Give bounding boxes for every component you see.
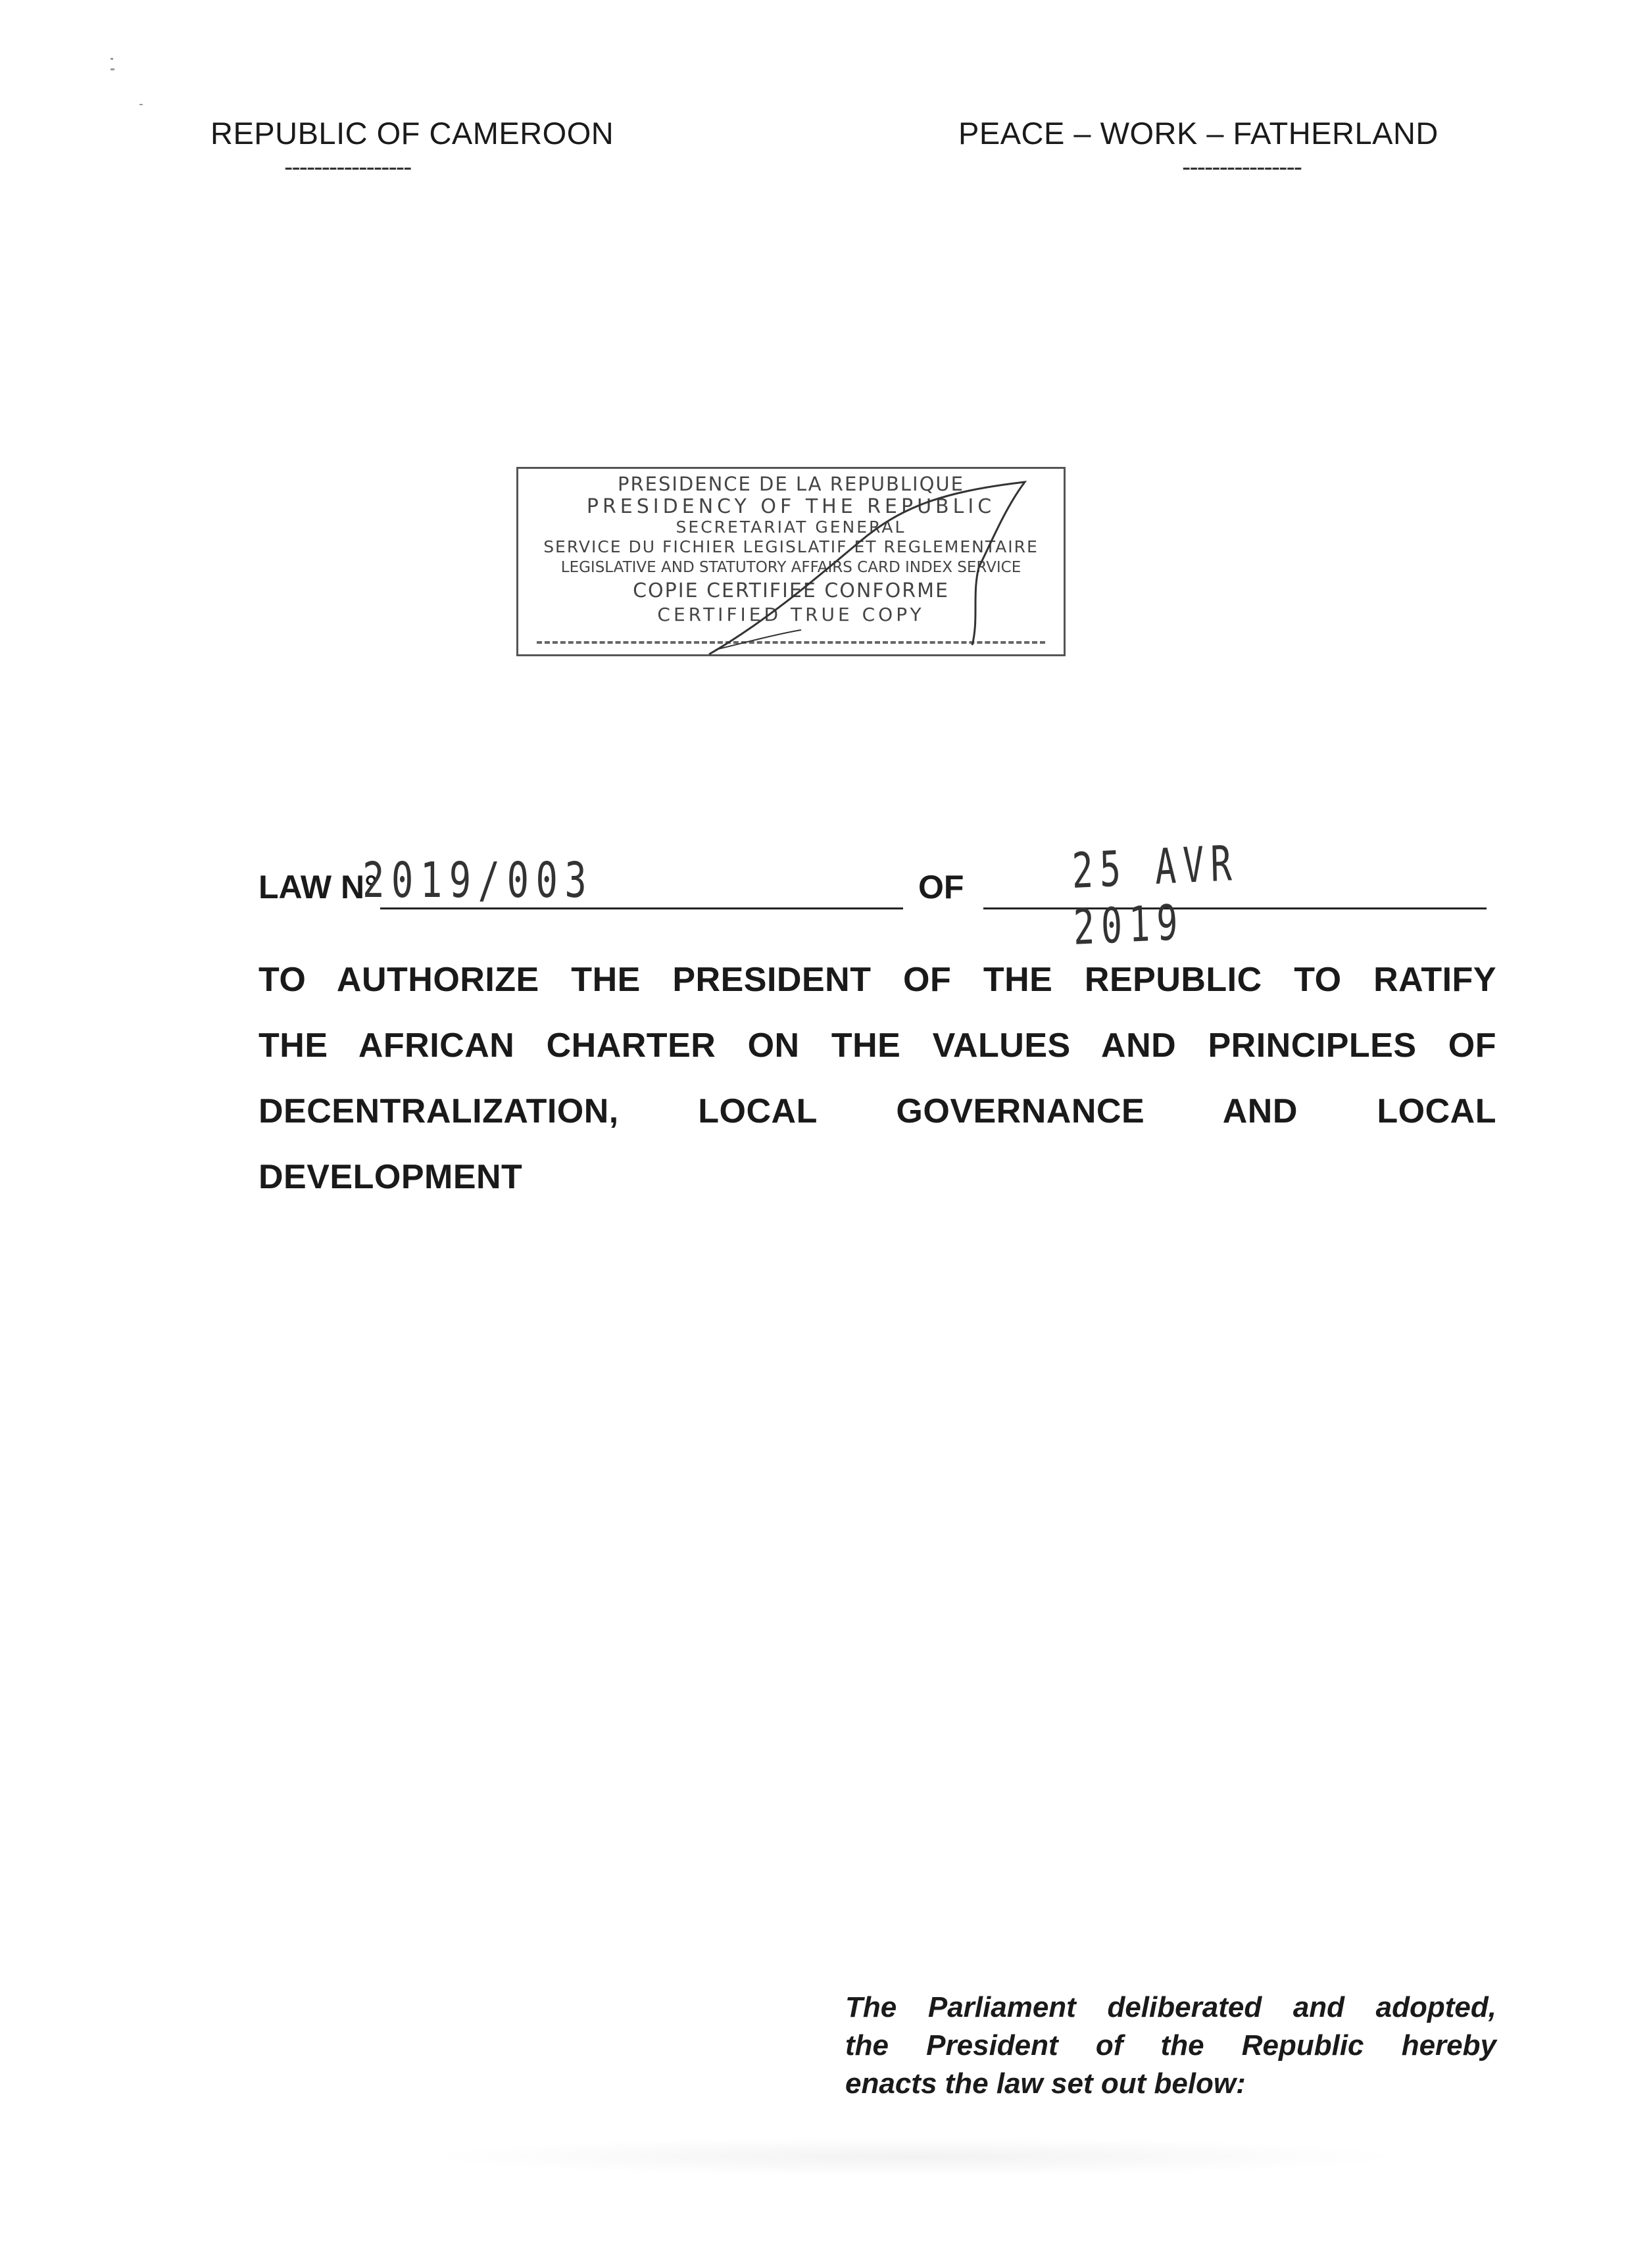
law-date-stamp: 25 AVR 2019 (1071, 834, 1239, 956)
stamp-line: SECRETARIAT GENERAL (676, 518, 906, 537)
header-republic-name: REPUBLIC OF CAMEROON (210, 116, 614, 151)
enactment-formula (845, 1989, 1496, 2103)
enactment-line: The Parliament deliberated and adopted, (845, 1991, 1496, 2023)
law-date-label: OF (918, 869, 964, 905)
stamp-line: SERVICE DU FICHIER LEGISLATIF ET REGLEMENTAIRE (543, 537, 1039, 556)
law-number-label: LAW N° (258, 869, 378, 905)
header-right-divider: ---------------- (1182, 153, 1302, 181)
law-number-value: 2019/003 (362, 852, 594, 909)
title-line: THE AFRICAN CHARTER ON THE VALUES AND PRINCIPLES OF (258, 1026, 1496, 1065)
stamp-line: PRESIDENCY OF THE REPUBLIC (586, 495, 996, 518)
scan-speck (111, 68, 114, 70)
stamp-line: COPIE CERTIFIEE CONFORME (633, 579, 949, 602)
title-line: TO AUTHORIZE THE PRESIDENT OF THE REPUBLIC TO RATIFY (258, 961, 1496, 999)
enactment-line: the President of the Republic hereby (845, 2029, 1496, 2062)
scan-speck (139, 104, 143, 105)
stamp-line: CERTIFIED TRUE COPY (657, 604, 925, 625)
header-left-divider: ----------------- (284, 153, 411, 181)
scan-speck (111, 58, 113, 60)
stamp-line: LEGISLATIVE AND STATUTORY AFFAIRS CARD INDEX SERVICE (560, 559, 1021, 576)
law-reference-line (258, 830, 1489, 956)
scan-smudge (421, 2137, 1408, 2177)
header-motto: PEACE – WORK – FATHERLAND (958, 116, 1439, 151)
signature-icon (518, 469, 1068, 658)
title-line: DEVELOPMENT (258, 1158, 523, 1196)
certified-copy-stamp (516, 467, 1066, 656)
law-title (258, 947, 1496, 1210)
title-line: DECENTRALIZATION, LOCAL GOVERNANCE AND LOCAL (258, 1092, 1496, 1130)
stamp-line: PRESIDENCE DE LA REPUBLIQUE (618, 473, 964, 495)
enactment-line: enacts the law set out below: (845, 2067, 1246, 2100)
